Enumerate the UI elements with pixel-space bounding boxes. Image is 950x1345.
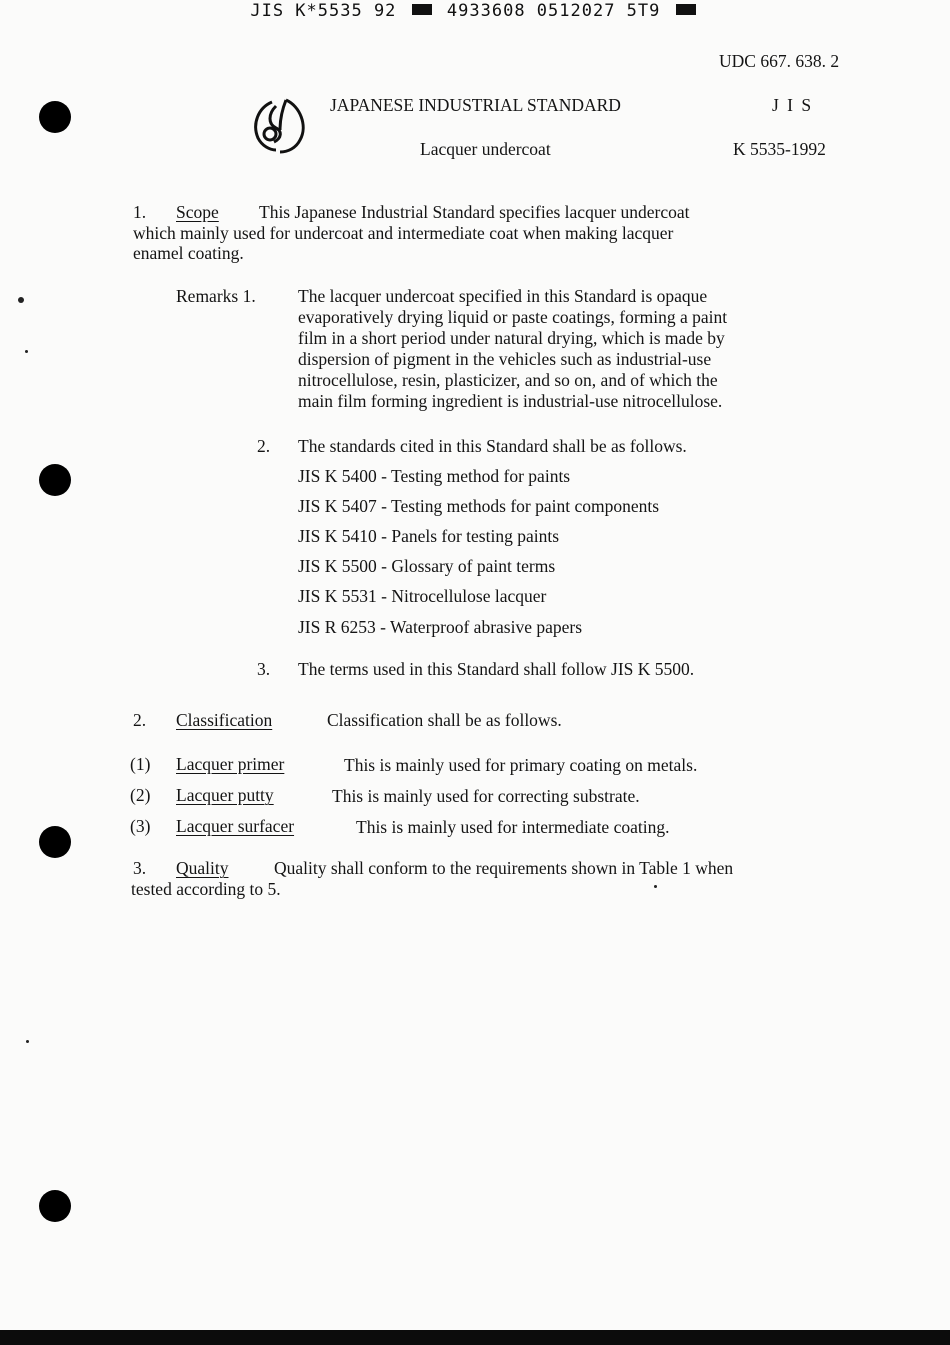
- remark-1-line: evaporatively drying liquid or paste coatings, forming a paint: [298, 307, 728, 327]
- cited-standard: JIS R 6253 - Waterproof abrasive papers: [298, 617, 583, 637]
- class-item-number: (3): [130, 816, 151, 836]
- class-item-number: (1): [130, 754, 151, 774]
- scan-speck: [26, 1040, 29, 1043]
- class-item-term: Lacquer primer: [176, 754, 285, 774]
- punch-hole: [39, 1190, 71, 1222]
- class-item-desc: This is mainly used for intermediate coating.: [356, 817, 670, 837]
- scope-heading: Scope: [176, 202, 219, 222]
- scan-header-left: JIS K*5535 92: [250, 1, 397, 21]
- classification-text: Classification shall be as follows.: [327, 710, 562, 730]
- remark-3-text: The terms used in this Standard shall follow JIS K 5500.: [298, 659, 695, 679]
- class-item-desc: This is mainly used for primary coating on metals.: [344, 755, 698, 775]
- scan-header: [0, 0, 950, 22]
- cited-standard: JIS K 5531 - Nitrocellulose lacquer: [298, 586, 547, 606]
- scope-text-line: enamel coating.: [133, 243, 244, 263]
- jis-logo: [246, 94, 310, 158]
- punch-hole: [39, 826, 71, 858]
- cited-standard: JIS K 5400 - Testing method for paints: [298, 466, 571, 486]
- document-title: Lacquer undercoat: [420, 139, 551, 159]
- remark-1-line: nitrocellulose, resin, plasticizer, and so on, and of which the: [298, 370, 718, 390]
- jis-mark: J I S: [772, 95, 814, 115]
- scan-header-mid: 4933608 0512027 5T9: [446, 1, 661, 21]
- org-name: JAPANESE INDUSTRIAL STANDARD: [330, 95, 621, 115]
- class-item-term: Lacquer surfacer: [176, 816, 295, 836]
- remark-1-line: main film forming ingredient is industrial-use nitrocellulose.: [298, 391, 723, 411]
- class-item-number: (2): [130, 785, 151, 805]
- punch-hole: [39, 464, 71, 496]
- remark-1-text: [298, 286, 727, 412]
- scan-block-mark: [412, 4, 432, 15]
- remark-1-line: The lacquer undercoat specified in this Standard is opaque: [298, 286, 708, 306]
- standard-number: K 5535-1992: [733, 139, 826, 159]
- remark-2-text: The standards cited in this Standard shall be as follows.: [298, 436, 687, 456]
- scope-number: 1.: [133, 202, 147, 222]
- scan-speck: [25, 350, 28, 353]
- udc-number: UDC 667. 638. 2: [719, 51, 840, 71]
- cited-standard: JIS K 5500 - Glossary of paint terms: [298, 556, 556, 576]
- scan-speck: [654, 885, 657, 888]
- punch-hole: [39, 101, 71, 133]
- remarks-label: Remarks 1.: [176, 286, 256, 306]
- quality-heading: Quality: [176, 858, 229, 878]
- remark-2-number: 2.: [257, 436, 271, 456]
- scan-bottom-edge: [0, 1330, 950, 1345]
- scan-speck: [18, 297, 24, 303]
- class-item-term: Lacquer putty: [176, 785, 274, 805]
- scan-block-mark: [676, 4, 696, 15]
- remark-1-line: film in a short period under natural drying, which is made by: [298, 328, 725, 348]
- classification-heading: Classification: [176, 710, 273, 730]
- cited-standard: JIS K 5407 - Testing methods for paint components: [298, 496, 660, 516]
- quality-number: 3.: [133, 858, 147, 878]
- class-item-desc: This is mainly used for correcting substrate.: [332, 786, 640, 806]
- classification-number: 2.: [133, 710, 147, 730]
- quality-text-line: Quality shall conform to the requirements shown in Table 1 when: [274, 858, 734, 878]
- remark-3-number: 3.: [257, 659, 271, 679]
- scope-text-line: This Japanese Industrial Standard specifies lacquer undercoat: [259, 202, 690, 222]
- cited-standard: JIS K 5410 - Panels for testing paints: [298, 526, 560, 546]
- remark-1-line: dispersion of pigment in the vehicles such as industrial-use: [298, 349, 712, 369]
- scope-text-line: which mainly used for undercoat and intermediate coat when making lacquer: [133, 223, 674, 243]
- quality-text-line: tested according to 5.: [131, 879, 281, 899]
